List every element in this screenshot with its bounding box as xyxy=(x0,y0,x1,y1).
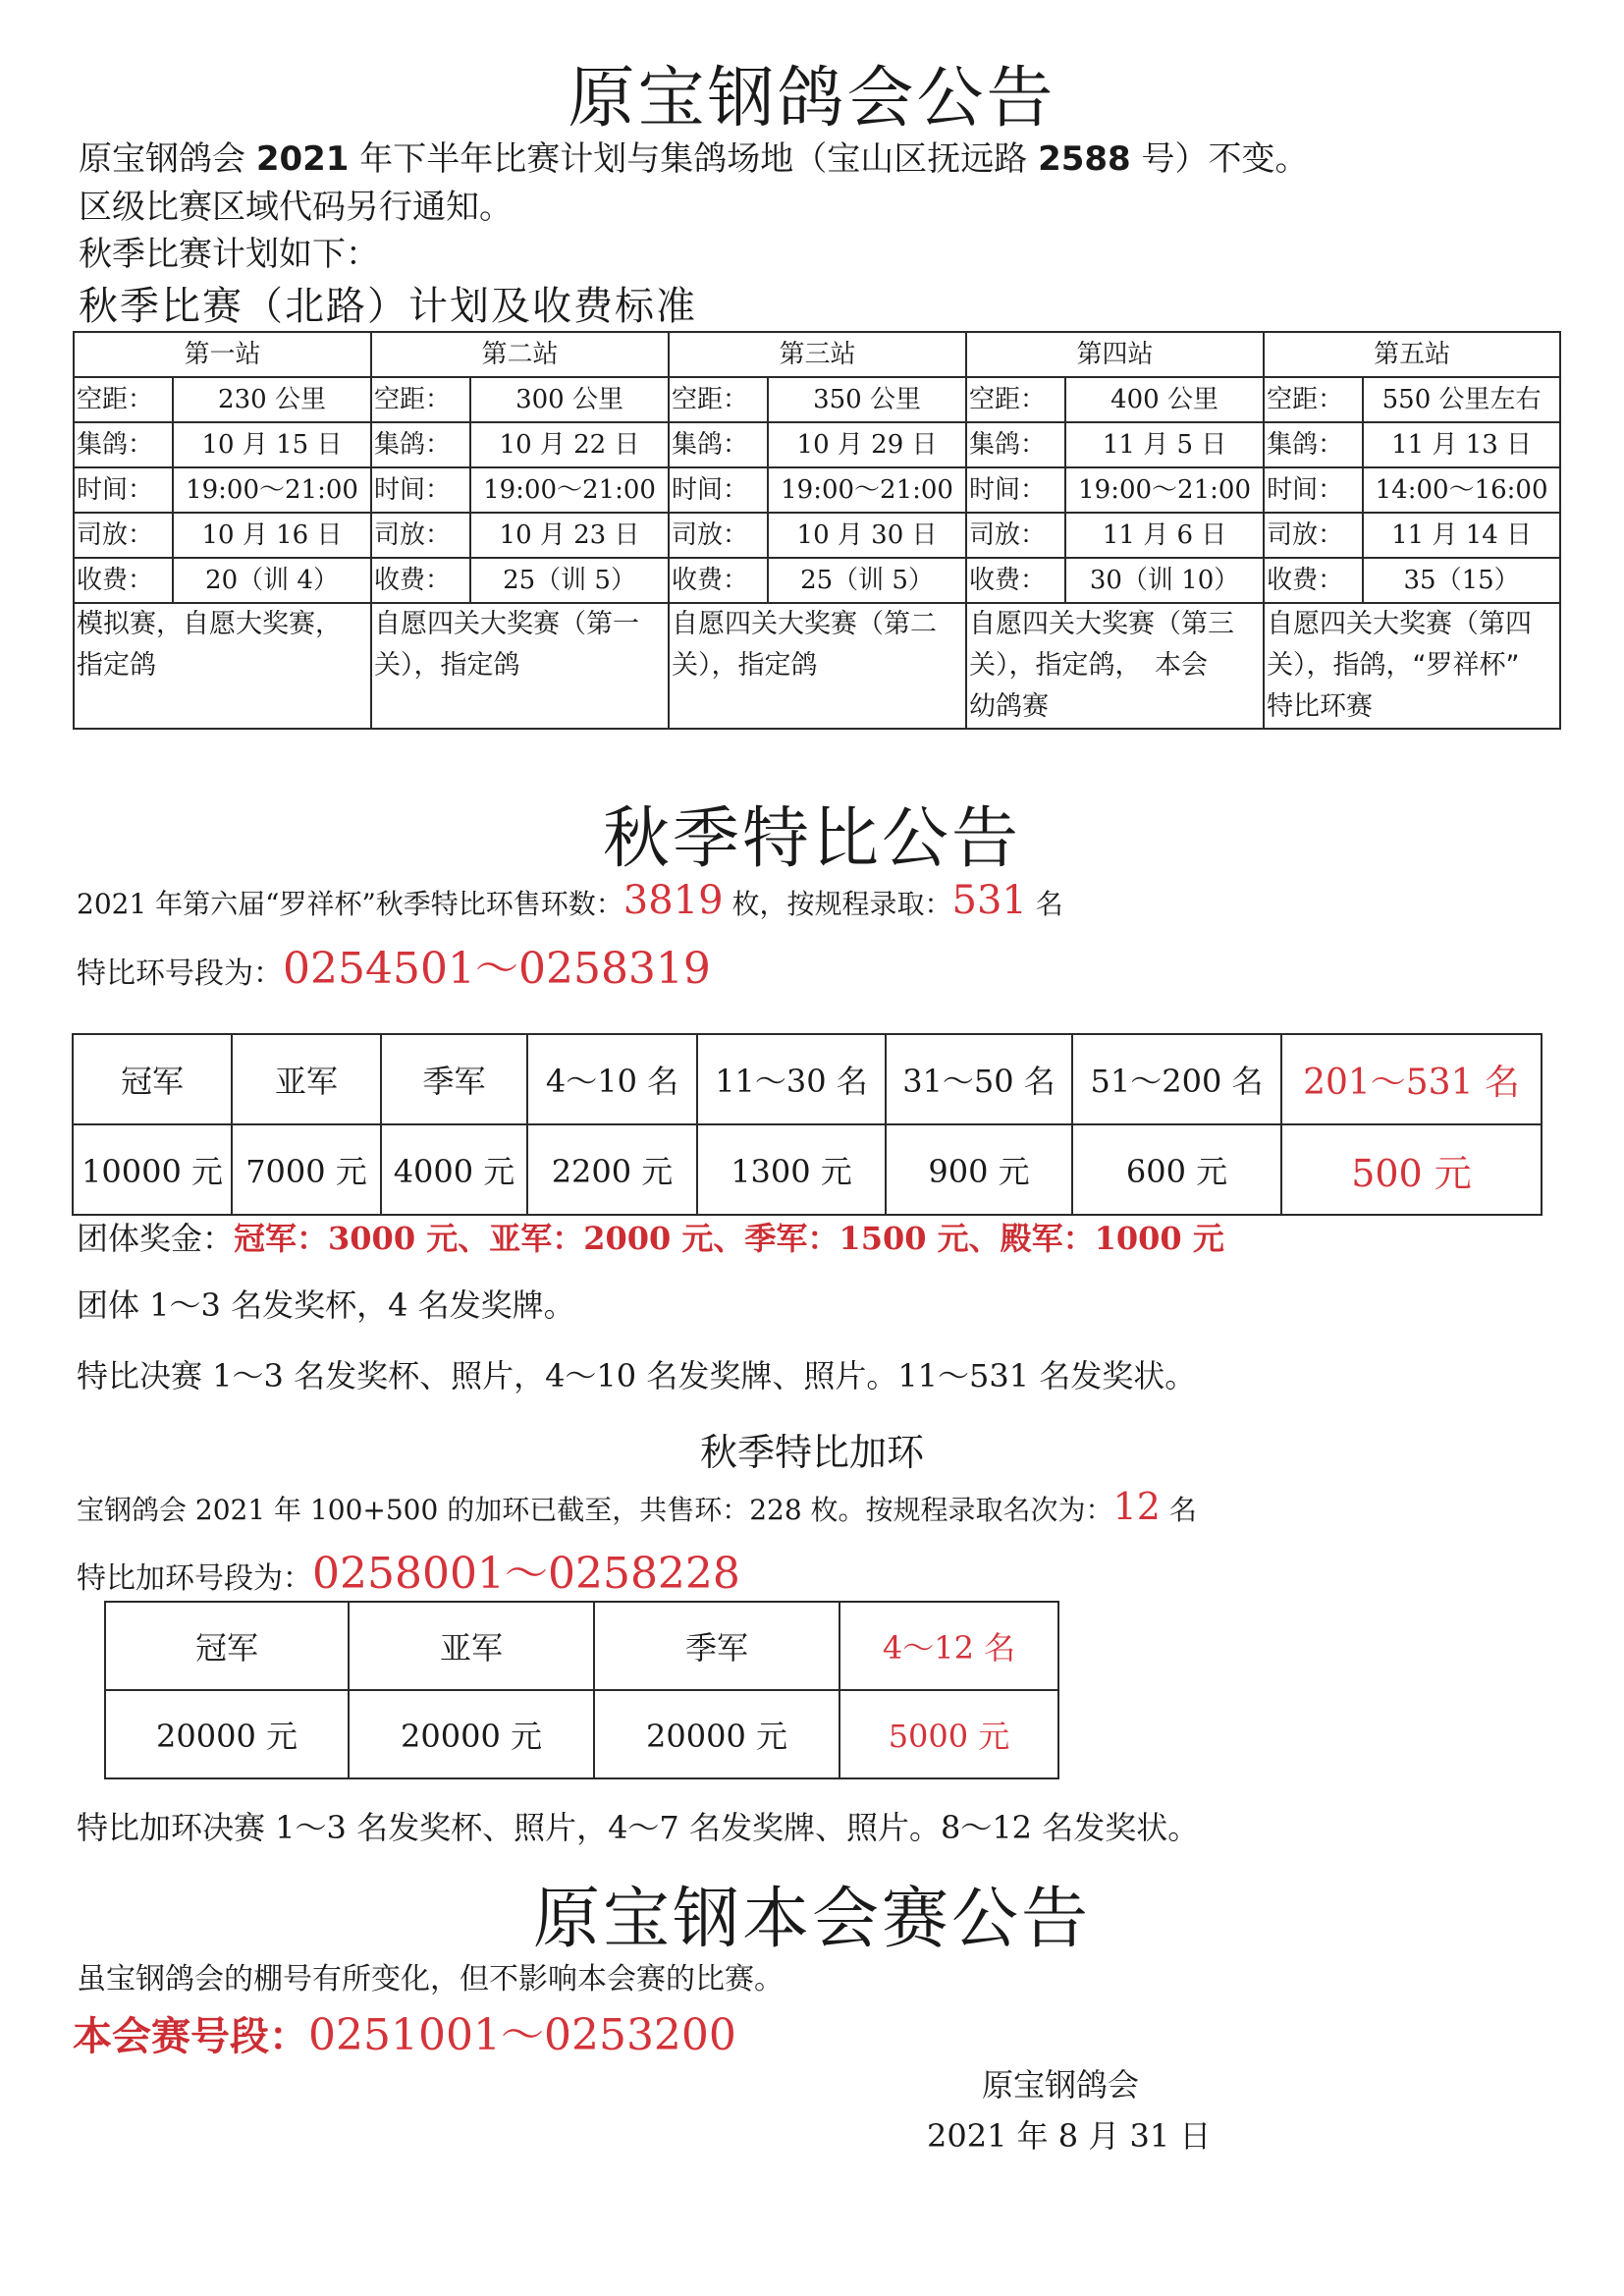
release-row xyxy=(74,513,1560,558)
station-name-row xyxy=(74,332,1560,377)
prize-value-row xyxy=(73,1124,1542,1215)
club-note: 虽宝钢鸽会的棚号有所变化，但不影响本会赛的比赛。 xyxy=(77,1962,784,1996)
signature-date: 2021 年 8 月 31 日 xyxy=(927,2117,1212,2155)
special-ring-range: 0254501～0258319 xyxy=(283,944,711,994)
team-note: 团体 1～3 名发奖杯，4 名发奖牌。 xyxy=(77,1286,575,1324)
collect-value: 11 月 13 日 xyxy=(1363,422,1560,467)
station-name: 第四站 xyxy=(966,332,1264,377)
extra-amount: 20000 元 xyxy=(594,1690,839,1778)
collect-label: 集鸽： xyxy=(966,422,1065,467)
prize-amount: 1300 元 xyxy=(697,1124,886,1215)
distance-value: 400 公里 xyxy=(1065,377,1264,422)
club-ring-range: 0251001～0253200 xyxy=(308,2010,736,2060)
release-value: 10 月 16 日 xyxy=(173,513,371,558)
extra-rank: 冠军 xyxy=(105,1602,349,1690)
fee-value: 25（训 5） xyxy=(470,558,669,603)
time-label: 时间： xyxy=(74,467,173,513)
extra-winners: 12 xyxy=(1112,1485,1161,1528)
extra-range-line: 特比加环号段为：0258001～0258228 xyxy=(77,1549,740,1599)
collect-row xyxy=(74,422,1560,467)
time-value: 19:00～21:00 xyxy=(470,467,669,513)
release-label: 司放： xyxy=(74,513,173,558)
club-range-line xyxy=(73,1999,736,2062)
extra-amount: 20000 元 xyxy=(349,1690,594,1778)
collect-value: 10 月 22 日 xyxy=(470,422,669,467)
distance-label: 空距： xyxy=(669,377,768,422)
page-title: 原宝钢鸽会公告 xyxy=(568,60,1056,137)
distance-label: 空距： xyxy=(966,377,1065,422)
release-value: 11 月 14 日 xyxy=(1363,513,1560,558)
fee-value: 25（训 5） xyxy=(768,558,966,603)
fee-row xyxy=(74,558,1560,603)
prize-amount: 900 元 xyxy=(886,1124,1072,1215)
release-value: 10 月 30 日 xyxy=(768,513,966,558)
extra-amount: 5000 元 xyxy=(839,1690,1058,1778)
prize-amount: 10000 元 xyxy=(73,1124,232,1215)
special-title: 秋季特比公告 xyxy=(602,800,1021,878)
collect-label: 集鸽： xyxy=(74,422,173,467)
special-range-line: 特比环号段为：0254501～0258319 xyxy=(77,944,711,994)
intro-line-2: 区级比赛区域代码另行通知。 xyxy=(79,188,513,227)
time-label: 时间： xyxy=(966,467,1065,513)
distance-value: 300 公里 xyxy=(470,377,669,422)
fee-value: 20（训 4） xyxy=(173,558,371,603)
collect-value: 10 月 15 日 xyxy=(173,422,371,467)
prize-rank: 11～30 名 xyxy=(697,1034,886,1124)
release-label: 司放： xyxy=(371,513,470,558)
fee-label: 收费： xyxy=(371,558,470,603)
time-row xyxy=(74,467,1560,513)
winners-count: 531 xyxy=(951,878,1027,923)
extra-ring-range: 0258001～0258228 xyxy=(312,1549,740,1599)
distance-label: 空距： xyxy=(371,377,470,422)
fee-label: 收费： xyxy=(74,558,173,603)
distance-value: 350 公里 xyxy=(768,377,966,422)
rings-sold: 3819 xyxy=(623,878,724,923)
prize-amount: 2200 元 xyxy=(527,1124,697,1215)
team-prize-line: 团体奖金：冠军：3000 元、亚军：2000 元、季军：1500 元、殿军：1000 元 xyxy=(77,1220,1224,1257)
extra-value-row xyxy=(105,1690,1058,1778)
fee-value: 35（15） xyxy=(1363,558,1560,603)
intro-line-1: 原宝钢鸽会 2021 年下半年比赛计划与集鸽场地（宝山区抚远路 2588 号）不变。 xyxy=(79,139,1309,179)
extra-prize-table xyxy=(104,1601,1059,1779)
distance-value: 230 公里 xyxy=(173,377,371,422)
schedule-table xyxy=(73,331,1561,730)
fee-label: 收费： xyxy=(669,558,768,603)
collect-value: 10 月 29 日 xyxy=(768,422,966,467)
time-label: 时间： xyxy=(1264,467,1363,513)
prize-rank: 季军 xyxy=(381,1034,527,1124)
prize-rank: 冠军 xyxy=(73,1034,232,1124)
signature-org: 原宝钢鸽会 xyxy=(982,2066,1140,2104)
distance-label: 空距： xyxy=(74,377,173,422)
extra-summary: 宝钢鸽会 2021 年 100+500 的加环已截至，共售环：228 枚。按规程录取名次为：12 名 xyxy=(77,1485,1197,1528)
time-label: 时间： xyxy=(371,467,470,513)
extra-rank: 亚军 xyxy=(349,1602,594,1690)
collect-label: 集鸽： xyxy=(1264,422,1363,467)
fee-value: 30（训 10） xyxy=(1065,558,1264,603)
station-name: 第五站 xyxy=(1264,332,1560,377)
extra-title: 秋季特比加环 xyxy=(699,1431,924,1474)
release-label: 司放： xyxy=(669,513,768,558)
prize-amount: 7000 元 xyxy=(232,1124,381,1215)
time-value: 19:00～21:00 xyxy=(173,467,371,513)
release-label: 司放： xyxy=(966,513,1065,558)
distance-label: 空距： xyxy=(1264,377,1363,422)
station-name: 第一站 xyxy=(74,332,371,377)
station-note: 自愿四关大奖赛（第四 关），指鸽，“罗祥杯” 特比环赛 xyxy=(1264,603,1560,729)
schedule-subtitle: 秋季比赛（北路）计划及收费标准 xyxy=(79,284,697,329)
prize-rank: 201～531 名 xyxy=(1281,1034,1542,1124)
station-name: 第二站 xyxy=(371,332,669,377)
station-note: 自愿四关大奖赛（第二 关），指定鸽 xyxy=(669,603,966,729)
team-prizes: 冠军：3000 元、亚军：2000 元、季军：1500 元、殿军：1000 元 xyxy=(234,1220,1224,1257)
extra-rank: 季军 xyxy=(594,1602,839,1690)
extra-amount: 20000 元 xyxy=(105,1690,349,1778)
club-title: 原宝钢本会赛公告 xyxy=(532,1881,1091,1958)
time-value: 19:00～21:00 xyxy=(768,467,966,513)
prize-header-row xyxy=(73,1034,1542,1124)
special-summary: 2021 年第六届“罗祥杯”秋季特比环售环数：3819 枚，按规程录取：531 名 xyxy=(77,878,1063,923)
collect-value: 11 月 5 日 xyxy=(1065,422,1264,467)
prize-rank: 亚军 xyxy=(232,1034,381,1124)
release-label: 司放： xyxy=(1264,513,1363,558)
station-note: 模拟赛，自愿大奖赛， 指定鸽 xyxy=(74,603,371,729)
release-value: 11 月 6 日 xyxy=(1065,513,1264,558)
time-label: 时间： xyxy=(669,467,768,513)
station-note: 自愿四关大奖赛（第三 关），指定鸽， 本会 幼鸽赛 xyxy=(966,603,1264,729)
fee-label: 收费： xyxy=(966,558,1065,603)
station-note: 自愿四关大奖赛（第一 关），指定鸽 xyxy=(371,603,669,729)
extra-header-row xyxy=(105,1602,1058,1690)
prize-rank: 51～200 名 xyxy=(1072,1034,1281,1124)
distance-value: 550 公里左右 xyxy=(1363,377,1560,422)
final-note: 特比决赛 1～3 名发奖杯、照片，4～10 名发奖牌、照片。11～531 名发奖状。 xyxy=(77,1357,1197,1394)
time-value: 19:00～21:00 xyxy=(1065,467,1264,513)
intro-line-3: 秋季比赛计划如下： xyxy=(79,235,379,274)
prize-rank: 4～10 名 xyxy=(527,1034,697,1124)
prize-rank: 31～50 名 xyxy=(886,1034,1072,1124)
time-value: 14:00～16:00 xyxy=(1363,467,1560,513)
collect-label: 集鸽： xyxy=(371,422,470,467)
collect-label: 集鸽： xyxy=(669,422,768,467)
prize-amount: 600 元 xyxy=(1072,1124,1281,1215)
prize-amount: 500 元 xyxy=(1281,1124,1542,1215)
extra-final-note: 特比加环决赛 1～3 名发奖杯、照片，4～7 名发奖牌、照片。8～12 名发奖状。 xyxy=(77,1809,1200,1846)
distance-row xyxy=(74,377,1560,422)
club-range-label: 本会赛号段： xyxy=(73,2014,308,2059)
note-row xyxy=(74,603,1560,729)
special-prize-table xyxy=(72,1033,1543,1216)
release-value: 10 月 23 日 xyxy=(470,513,669,558)
prize-amount: 4000 元 xyxy=(381,1124,527,1215)
extra-rank: 4～12 名 xyxy=(839,1602,1058,1690)
fee-label: 收费： xyxy=(1264,558,1363,603)
station-name: 第三站 xyxy=(669,332,966,377)
